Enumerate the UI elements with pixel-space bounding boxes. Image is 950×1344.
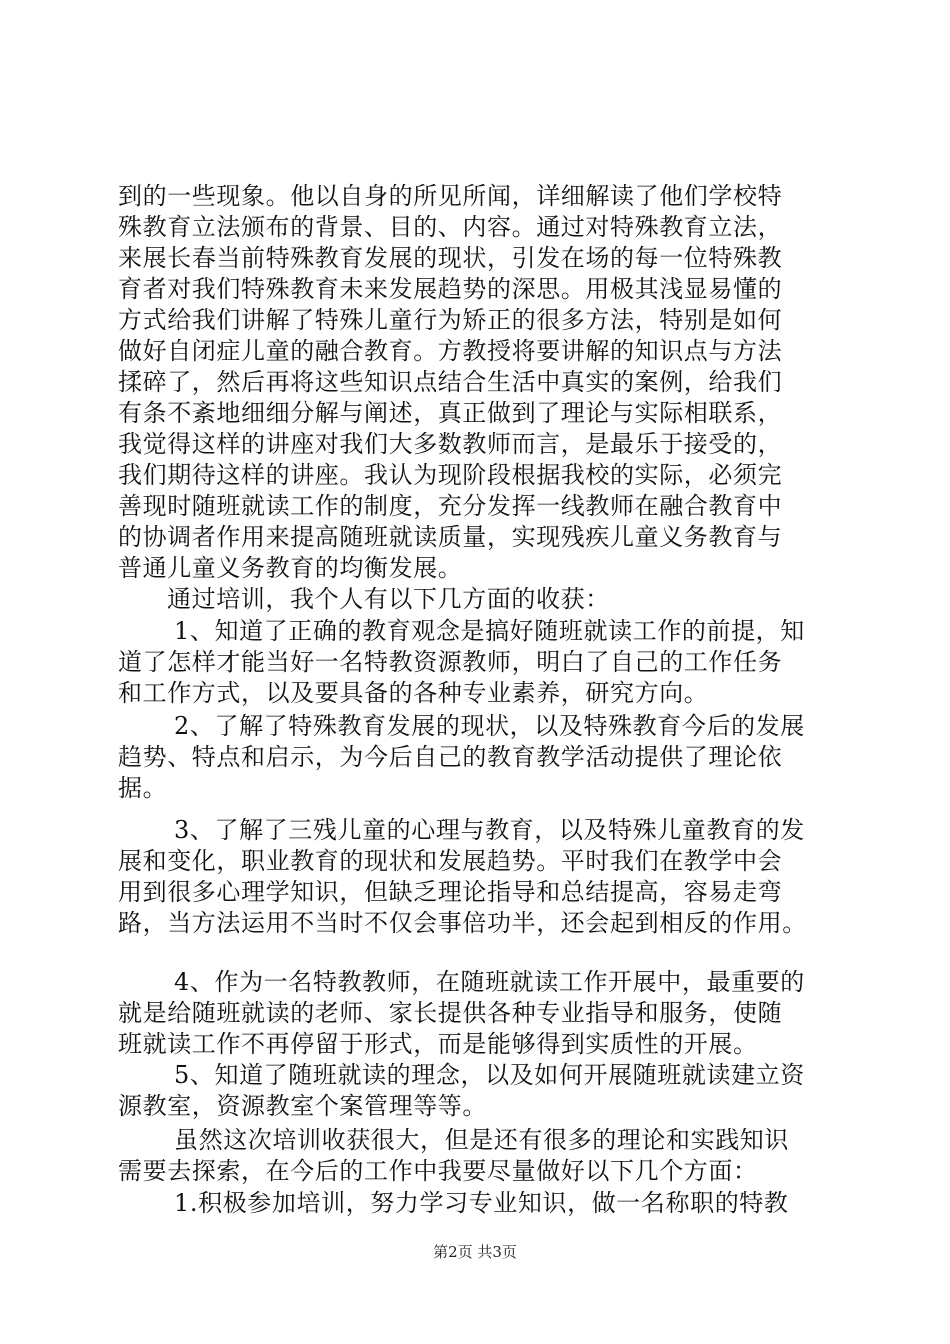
text-line: 通过培训，我个人有以下几方面的收获：: [167, 585, 610, 613]
text-line: 路，当方法运用不当时不仅会事倍功半，还会起到相反的作用。: [118, 909, 807, 937]
text-line: 和工作方式，以及要具备的各种专业素养，研究方向。: [118, 679, 709, 707]
text-line: 展和变化，职业教育的现状和发展趋势。平时我们在教学中会: [118, 847, 783, 875]
text-line: 道了怎样才能当好一名特教资源教师，明白了自己的工作任务: [118, 648, 783, 676]
text-line: 3、了解了三残儿童的心理与教育，以及特殊儿童教育的发: [174, 816, 805, 844]
text-line: 虽然这次培训收获很大，但是还有很多的理论和实践知识: [174, 1126, 789, 1154]
text-line: 殊教育立法颁布的背景、目的、内容。通过对特殊教育立法，: [118, 213, 783, 241]
text-line: 方式给我们讲解了特殊儿童行为矫正的很多方法，特别是如何: [118, 306, 783, 334]
text-line: 到的一些现象。他以自身的所见所闻，详细解读了他们学校特: [118, 182, 783, 210]
text-line: 揉碎了，然后再将这些知识点结合生活中真实的案例，给我们: [118, 368, 783, 396]
text-line: 普通儿童义务教育的均衡发展。: [118, 554, 463, 582]
text-line: 4、作为一名特教教师，在随班就读工作开展中，最重要的: [174, 968, 805, 996]
text-line: 来展长春当前特殊教育发展的现状，引发在场的每一位特殊教: [118, 244, 783, 272]
page-number-footer: 第2页 共3页: [433, 1243, 517, 1261]
text-line: 做好自闭症儿童的融合教育。方教授将要讲解的知识点与方法: [118, 337, 783, 365]
text-line: 趋势、特点和启示，为今后自己的教育教学活动提供了理论依: [118, 743, 783, 771]
text-line: 5、知道了随班就读的理念，以及如何开展随班就读建立资: [174, 1061, 805, 1089]
text-line: 我觉得这样的讲座对我们大多数教师而言，是最乐于接受的，: [118, 430, 783, 458]
text-line: 就是给随班就读的老师、家长提供各种专业指导和服务，使随: [118, 999, 783, 1027]
text-line: 2、了解了特殊教育发展的现状，以及特殊教育今后的发展: [174, 712, 805, 740]
text-line: 需要去探索，在今后的工作中我要尽量做好以下几个方面：: [118, 1157, 758, 1185]
text-line: 用到很多心理学知识，但缺乏理论指导和总结提高，容易走弯: [118, 878, 783, 906]
text-line: 源教室，资源教室个案管理等等。: [118, 1092, 487, 1120]
text-line: 的协调者作用来提高随班就读质量，实现残疾儿童义务教育与: [118, 523, 783, 551]
text-line: 1、知道了正确的教育观念是搞好随班就读工作的前提，知: [174, 617, 805, 645]
text-line: 据。: [118, 774, 168, 802]
text-line: 善现时随班就读工作的制度，充分发挥一线教师在融合教育中: [118, 492, 783, 520]
text-line: 1.积极参加培训，努力学习专业知识，做一名称职的特教: [174, 1189, 789, 1217]
text-line: 班就读工作不再停留于形式，而是能够得到实质性的开展。: [118, 1030, 758, 1058]
text-line: 育者对我们特殊教育未来发展趋势的深思。用极其浅显易懂的: [118, 275, 783, 303]
text-line: 有条不紊地细细分解与阐述，真正做到了理论与实际相联系，: [118, 399, 783, 427]
text-line: 我们期待这样的讲座。我认为现阶段根据我校的实际，必须完: [118, 461, 783, 489]
